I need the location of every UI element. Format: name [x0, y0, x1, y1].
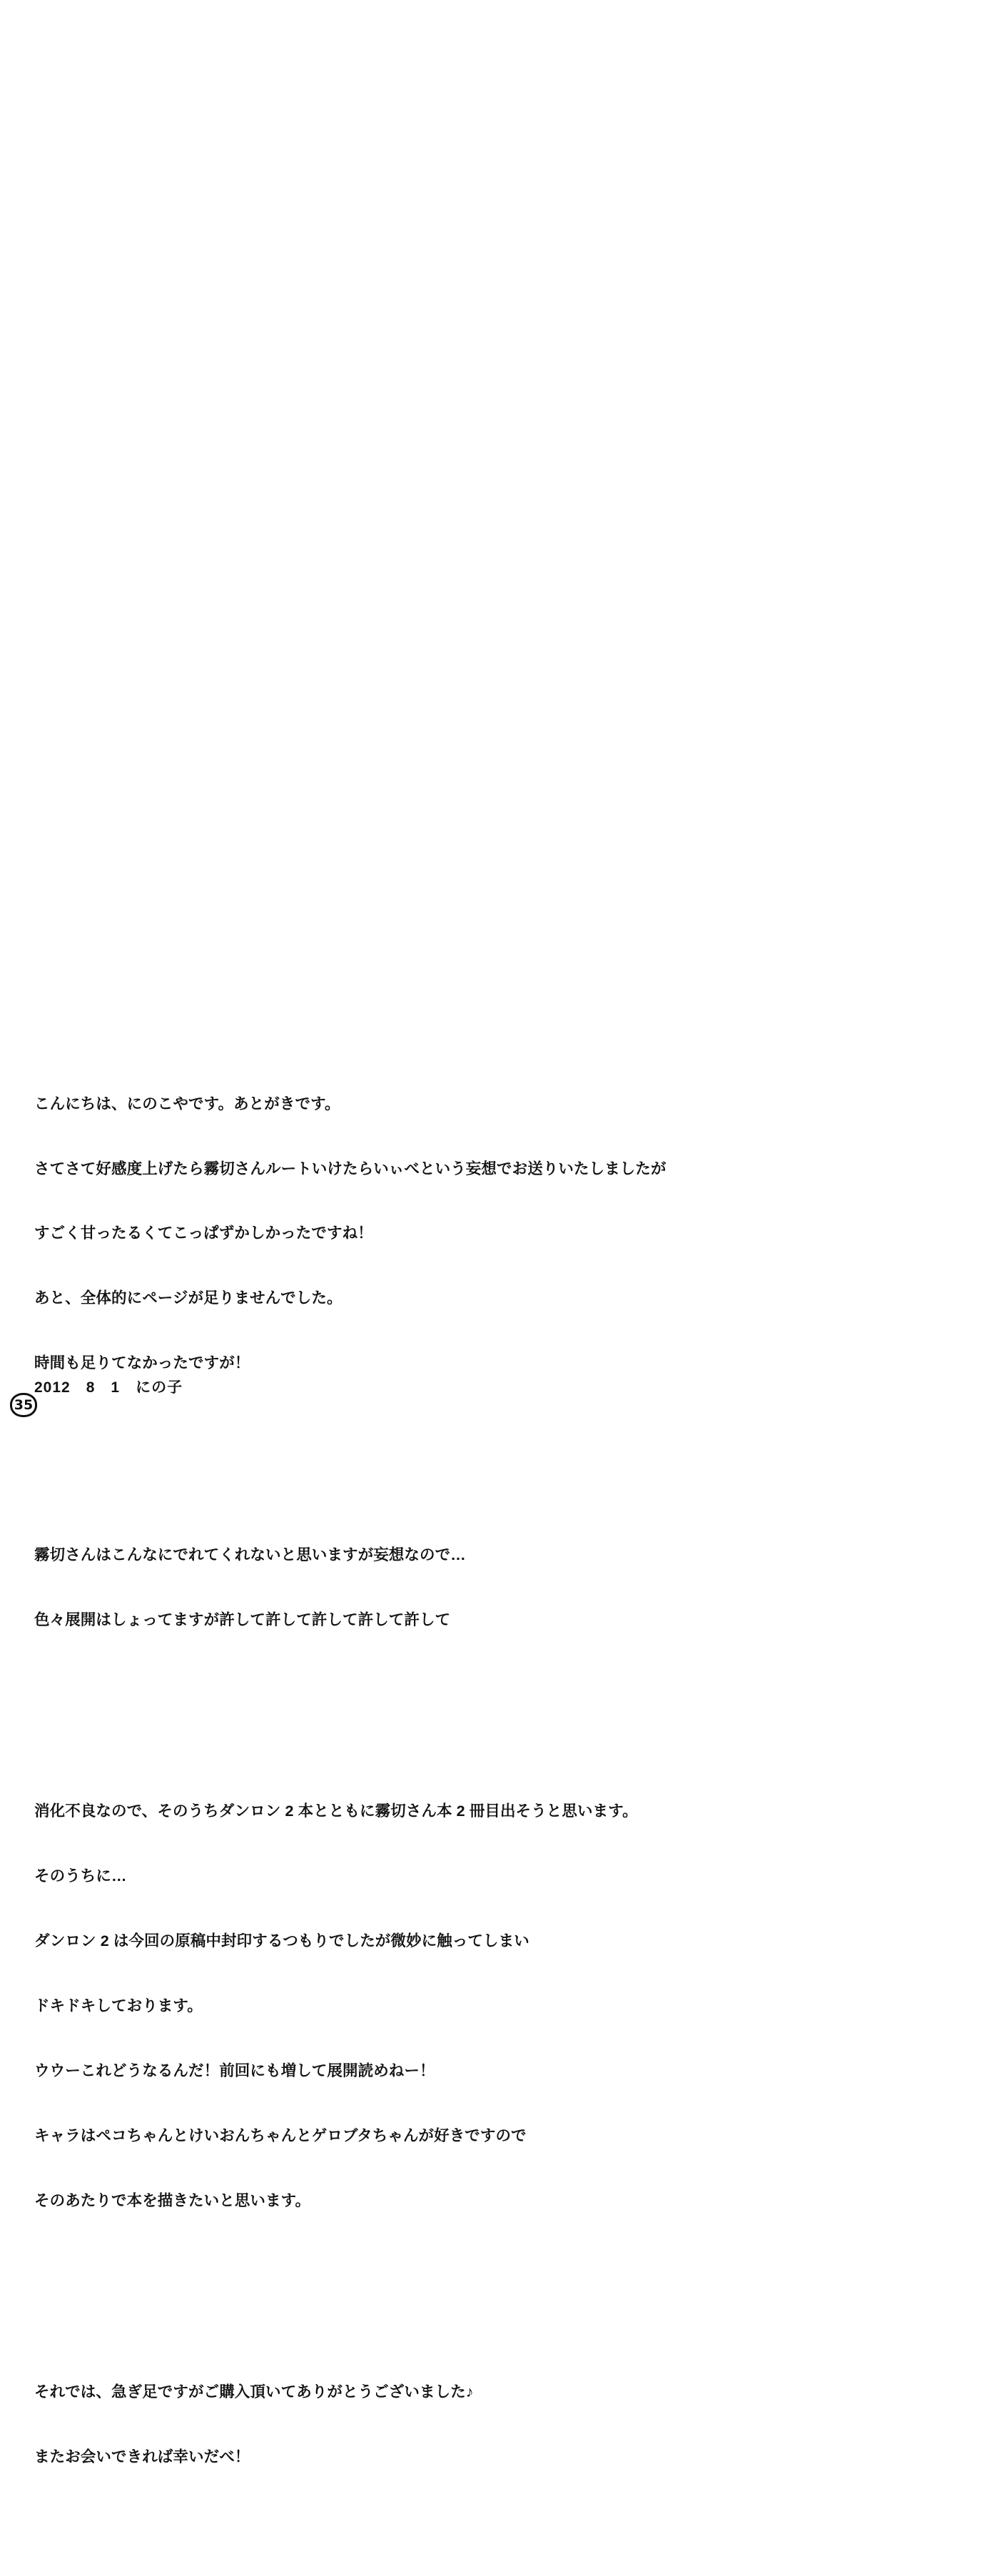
afterword-line: それでは、急ぎ足ですがご購入頂いてありがとうございました♪ — [34, 2383, 474, 2401]
signature-date: 2012 8 1 にの子 — [34, 1379, 183, 1396]
afterword-line: 霧切さんはこんなにでれてくれないと思いますが妄想なので… — [34, 1546, 466, 1563]
afterword-paragraph-3 — [34, 1758, 862, 2255]
afterword-line: ウウーこれどうなるんだ！前回にも増して展開読めねー！ — [34, 2062, 435, 2079]
afterword-line: そのあたりで本を描きたいと思います。 — [34, 2191, 311, 2209]
afterword-line: さてさて好感度上げたら霧切さんルートいけたらいぃべという妄想でお送りいたしましたが — [34, 1160, 666, 1177]
afterword-line: こんにちは、にのこやです。あとがきです。 — [34, 1095, 340, 1112]
afterword-line: すごく甘ったるくてこっぱずかしかったですね！ — [34, 1224, 373, 1242]
afterword-line: キャラはペコちゃんとけいおんちゃんとゲロブタちゃんが好きですので — [34, 2126, 527, 2144]
afterword-paragraph-4 — [34, 2338, 862, 2512]
afterword-line: またお会いできれば幸いだべ！ — [34, 2448, 250, 2466]
afterword-text-block — [34, 985, 862, 2576]
afterword-paragraph-1 — [34, 1050, 862, 1417]
afterword-line: 時間も足りてなかったですが！ — [34, 1354, 250, 1372]
afterword-line: 色々展開はしょってますが許して許して許して許して許して — [34, 1611, 451, 1628]
afterword-line: あと、全体的にページが足りませんでした。 — [34, 1289, 343, 1307]
afterword-line: ダンロン 2 は今回の原稿中封印するつもりでしたが微妙に触ってしまい — [34, 1932, 529, 1950]
afterword-line: 消化不良なので、そのうちダンロン 2 本とともに霧切さん本 2 冊目出そうと思います。 — [34, 1802, 638, 1820]
afterword-line: ドキドキしております。 — [34, 1997, 203, 2015]
afterword-line: そのうちに… — [34, 1867, 127, 1885]
page-number-value: 35 — [10, 1393, 37, 1417]
page-number — [10, 1393, 39, 1421]
afterword-paragraph-2 — [34, 1501, 862, 1674]
